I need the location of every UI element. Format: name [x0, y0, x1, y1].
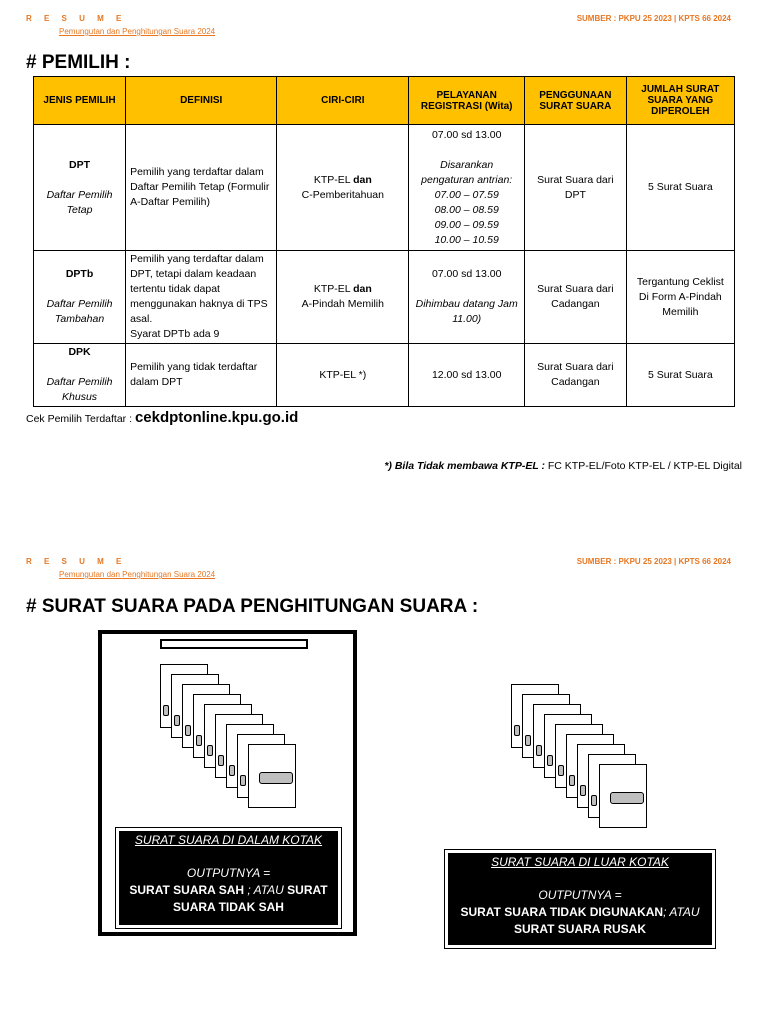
inside-output: OUTPUTNYA =	[186, 866, 271, 880]
service-slot: 08.00 – 08.59	[434, 203, 499, 216]
resume-label: R E S U M E	[26, 557, 127, 566]
outside-result-b: SURAT SUARA RUSAK	[514, 922, 646, 936]
voter-type-cell	[34, 344, 126, 407]
outside-box-label	[448, 853, 712, 945]
service-slot: 09.00 – 09.59	[434, 218, 499, 231]
ballot-paper-tab	[514, 725, 520, 736]
id-main: KTP-EL	[313, 173, 351, 186]
ballot-box	[98, 630, 357, 936]
voter-name: Daftar Pemilih Khusus	[46, 376, 113, 403]
footnote	[384, 460, 742, 472]
voter-code: DPK	[68, 346, 91, 358]
page-header-2	[26, 557, 731, 583]
voter-name: Daftar Pemilih Tambahan	[46, 298, 113, 325]
inside-title: SURAT SUARA DI DALAM KOTAK	[134, 833, 323, 847]
col-header: PENGGUNAAN SURAT SUARA	[525, 77, 627, 125]
definition-cell: Pemilih yang tidak terdaftar dalam DPT	[126, 344, 277, 407]
table-row	[34, 344, 735, 407]
inside-result-a: SURAT SUARA SAH	[129, 883, 245, 897]
col-header: JENIS PEMILIH	[34, 77, 126, 125]
ballot-paper-tab	[185, 725, 191, 736]
ballot-count-cell: 5 Surat Suara	[626, 344, 734, 407]
table-row	[34, 125, 735, 251]
id-extra: C-Pemberitahuan	[301, 188, 384, 201]
ballot-paper-tab	[196, 735, 202, 746]
ballot-paper-tab	[259, 772, 293, 784]
id-main: KTP-EL	[313, 283, 351, 295]
voter-code: DPT	[69, 158, 91, 171]
ballot-paper-tab	[610, 792, 644, 804]
definition-cell	[126, 251, 277, 344]
col-header: PELAYANAN REGISTRASI (Wita)	[409, 77, 525, 125]
ballot-use-cell: Surat Suara dari Cadangan	[525, 251, 627, 344]
definition-text: Pemilih yang terdaftar dalam DPT, tetapi dalam keadaan tertentu tidak dapat menggunakan haknya di TPS asal.	[130, 253, 268, 325]
ballot-count-cell: 5 Surat Suara	[626, 125, 734, 251]
ballot-paper-tab	[163, 705, 169, 716]
ballot-paper-tab	[207, 745, 213, 756]
ballot-paper-tab	[218, 755, 224, 766]
id-cell	[277, 251, 409, 344]
ballot-paper-tab	[229, 765, 235, 776]
ballot-paper-icon	[599, 764, 647, 828]
outside-result-sep: ; ATAU	[663, 905, 700, 919]
service-slot: 07.00 – 07.59	[434, 188, 499, 201]
voter-table	[33, 76, 735, 407]
ballot-count-cell: Tergantung Ceklist Di Form A-Pindah Memilih	[626, 251, 734, 344]
table-header-row	[34, 77, 735, 125]
resume-label: R E S U M E	[26, 14, 127, 23]
inside-result-sep: ; ATAU	[244, 883, 288, 897]
service-time: 07.00 sd 13.00	[431, 268, 502, 280]
voter-name: Daftar Pemilih Tetap	[46, 188, 113, 216]
definition-extra: Syarat DPTb ada 9	[130, 328, 220, 340]
definition-cell: Pemilih yang terdaftar dalam Daftar Pemilih Tetap (Formulir A-Daftar Pemilih)	[126, 125, 277, 251]
service-slot: 10.00 – 10.59	[434, 233, 499, 246]
ballot-paper-tab	[525, 735, 531, 746]
id-extra: A-Pindah Memilih	[301, 298, 384, 310]
id-and: dan	[353, 173, 372, 186]
section-title-surat-suara: # SURAT SUARA PADA PENGHITUNGAN SUARA :	[26, 596, 479, 617]
ballot-box-slot	[160, 639, 308, 649]
voter-code: DPTb	[65, 268, 94, 280]
check-voter-line	[26, 409, 298, 426]
id-cell	[277, 125, 409, 251]
table-row	[34, 251, 735, 344]
check-url-link[interactable]: cekdptonline.kpu.go.id	[134, 409, 299, 426]
service-cell	[409, 125, 525, 251]
ballot-paper-tab	[174, 715, 180, 726]
footnote-label: *) Bila Tidak membawa KTP-EL :	[384, 460, 545, 472]
inside-result-b: SURAT SUARA TIDAK SAH	[173, 883, 328, 914]
inside-box-label	[119, 831, 338, 925]
id-cell: KTP-EL *)	[277, 344, 409, 407]
outside-title: SURAT SUARA DI LUAR KOTAK	[491, 855, 669, 869]
service-cell: 12.00 sd 13.00	[409, 344, 525, 407]
service-note: Dihimbau datang Jam 11.00)	[415, 298, 518, 325]
service-time: 07.00 sd 13.00	[431, 128, 502, 141]
col-header: DEFINISI	[126, 77, 277, 125]
id-and: dan	[353, 283, 372, 295]
resume-subtitle: Pemungutan dan Penghitungan Suara 2024	[59, 570, 216, 579]
page-header-1	[26, 14, 731, 40]
source-label: SUMBER : PKPU 25 2023 | KPTS 66 2024	[576, 557, 731, 566]
ballot-paper-icon	[248, 744, 296, 808]
section-title-pemilih: # PEMILIH :	[26, 52, 131, 73]
col-header: CIRI-CIRI	[277, 77, 409, 125]
check-label: Cek Pemilih Terdaftar :	[26, 413, 133, 425]
resume-subtitle: Pemungutan dan Penghitungan Suara 2024	[59, 27, 216, 36]
inside-result	[119, 882, 338, 916]
footnote-text: FC KTP-EL/Foto KTP-EL / KTP-EL Digital	[547, 460, 742, 472]
source-label: SUMBER : PKPU 25 2023 | KPTS 66 2024	[576, 14, 731, 23]
outside-result	[448, 904, 712, 938]
ballot-paper-tab	[591, 795, 597, 806]
ballot-paper-tab	[580, 785, 586, 796]
voter-type-cell	[34, 125, 126, 251]
voter-type-cell	[34, 251, 126, 344]
ballot-use-cell: Surat Suara dari DPT	[525, 125, 627, 251]
ballot-use-cell: Surat Suara dari Cadangan	[525, 344, 627, 407]
ballot-paper-tab	[558, 765, 564, 776]
outside-result-a: SURAT SUARA TIDAK DIGUNAKAN	[460, 905, 664, 919]
ballot-paper-tab	[547, 755, 553, 766]
ballot-paper-tab	[569, 775, 575, 786]
ballot-paper-tab	[240, 775, 246, 786]
service-cell	[409, 251, 525, 344]
ballot-paper-tab	[536, 745, 542, 756]
service-note: Disarankan pengaturan antrian:	[421, 158, 513, 186]
col-header: JUMLAH SURAT SUARA YANG DIPEROLEH	[626, 77, 734, 125]
outside-output: OUTPUTNYA =	[538, 888, 622, 902]
